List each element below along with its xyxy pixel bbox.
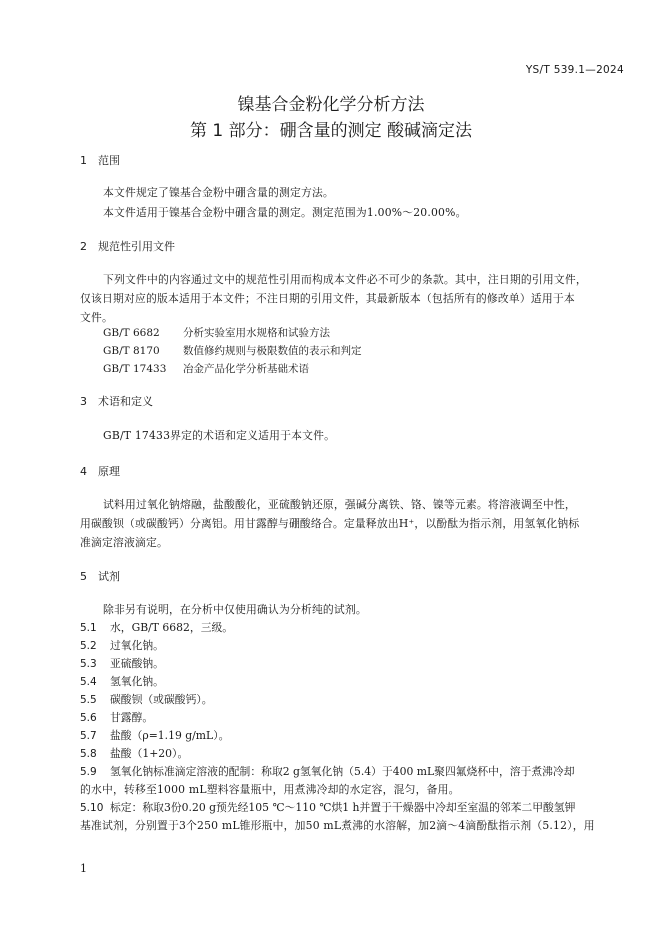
section-heading-normative-references xyxy=(80,238,175,254)
reference-code: GB/T 17433 xyxy=(103,363,167,375)
paragraph: 本文件适用于镍基合金粉中硼含量的测定。测定范围为1.00%～20.00%。 xyxy=(103,206,467,219)
page-number: 1 xyxy=(80,862,87,875)
reagent-item xyxy=(80,764,575,779)
item-number: 5.7 xyxy=(80,730,97,742)
document-title: 镍基合金粉化学分析方法 xyxy=(237,95,425,115)
section-title: 规范性引用文件 xyxy=(98,240,175,253)
section-heading-scope xyxy=(80,152,120,168)
reagent-item xyxy=(80,656,164,671)
reference-title: 数值修约规则与极限数值的表示和判定 xyxy=(183,345,362,357)
item-number: 5.6 xyxy=(80,712,97,724)
paragraph: 除非另有说明，在分析中仅使用确认为分析纯的试剂。 xyxy=(103,603,367,616)
standard-number: YS/T 539.1—2024 xyxy=(525,64,624,76)
paragraph-line: 下列文件中的内容通过文中的规范性引用而构成本文件必不可少的条款。其中，注日期的引用文件， xyxy=(103,273,587,286)
item-number: 5.2 xyxy=(80,640,97,652)
section-heading-reagents xyxy=(80,568,120,584)
reference-title: 冶金产品化学分析基础术语 xyxy=(183,363,309,375)
document-subtitle: 第 1 部分：硼含量的测定 酸碱滴定法 xyxy=(189,121,473,141)
item-number: 5.8 xyxy=(80,748,97,760)
section-heading-principle xyxy=(80,463,120,479)
item-number: 5.4 xyxy=(80,676,97,688)
section-heading-terms xyxy=(80,393,153,409)
reference-code: GB/T 8170 xyxy=(103,345,160,357)
reference-code: GB/T 6682 xyxy=(103,327,160,339)
item-text: 氢氧化钠标准滴定溶液的配制：称取2 g氢氧化钠（5.4）于400 mL聚四氟烧杯中，溶于煮沸冷却 xyxy=(110,765,575,778)
reagent-item xyxy=(80,746,188,761)
section-number: 2 xyxy=(80,240,87,253)
item-text: 甘露醇。 xyxy=(110,711,154,724)
item-number: 5.1 xyxy=(80,622,97,634)
paragraph: 本文件规定了镍基合金粉中硼含量的测定方法。 xyxy=(103,186,334,199)
item-text: 亚硫酸钠。 xyxy=(110,657,164,670)
item-text-continued: 的水中，转移至1000 mL塑料容量瓶中，用煮沸冷却的水定容，混匀，备用。 xyxy=(80,783,460,796)
reagent-item xyxy=(80,692,213,707)
section-title: 原理 xyxy=(98,465,120,478)
reagent-item xyxy=(80,728,229,743)
paragraph-line: 试料用过氧化钠熔融，盐酸酸化，亚硫酸钠还原，强碱分离铁、铬、镍等元素。将溶液调至中性， xyxy=(103,498,576,511)
item-number: 5.5 xyxy=(80,694,97,706)
item-text: 盐酸（1+20）。 xyxy=(110,747,189,760)
reagent-item xyxy=(80,674,164,689)
paragraph-line: 准滴定溶液滴定。 xyxy=(80,536,168,549)
section-title: 范围 xyxy=(98,154,120,167)
reference-item xyxy=(103,343,362,358)
item-number: 5.3 xyxy=(80,658,97,670)
reagent-item xyxy=(80,620,233,635)
item-text: 氢氧化钠。 xyxy=(110,675,164,688)
item-number: 5.10 xyxy=(80,802,104,814)
reagent-item xyxy=(80,800,575,815)
item-number: 5.9 xyxy=(80,766,97,778)
section-title: 试剂 xyxy=(98,570,120,583)
paragraph: GB/T 17433界定的术语和定义适用于本文件。 xyxy=(103,429,336,442)
item-text: 碳酸钡（或碳酸钙）。 xyxy=(110,693,213,706)
section-number: 4 xyxy=(80,465,87,478)
item-text: 过氧化钠。 xyxy=(110,639,164,652)
item-text: 标定：称取3份0.20 g预先经105 ℃～110 ℃烘1 h并置于干燥器中冷却至室温的邻苯二甲酸氢钾 xyxy=(110,801,576,814)
paragraph-line: 文件。 xyxy=(80,311,113,324)
section-number: 1 xyxy=(80,154,87,167)
section-number: 5 xyxy=(80,570,87,583)
paragraph-line: 仅该日期对应的版本适用于本文件；不注日期的引用文件，其最新版本（包括所有的修改单）适用于本 xyxy=(80,292,575,305)
reference-item xyxy=(103,325,330,340)
reference-item xyxy=(103,361,309,376)
item-text: 盐酸（ρ=1.19 g/mL）。 xyxy=(110,729,230,742)
item-text-continued: 基准试剂，分别置于3个250 mL锥形瓶中，加50 mL煮沸的水溶解，加2滴～4滴酚酞指示剂（5.12），用 xyxy=(80,819,595,832)
reagent-item xyxy=(80,710,153,725)
paragraph-line: 用碳酸钡（或碳酸钙）分离铝。用甘露醇与硼酸络合。定量释放出H⁺，以酚酞为指示剂，用氢氧化钠标 xyxy=(80,517,580,530)
section-title: 术语和定义 xyxy=(98,395,153,408)
reagent-item xyxy=(80,638,164,653)
reference-title: 分析实验室用水规格和试验方法 xyxy=(183,327,330,339)
item-text: 水，GB/T 6682，三级。 xyxy=(110,621,234,634)
section-number: 3 xyxy=(80,395,87,408)
